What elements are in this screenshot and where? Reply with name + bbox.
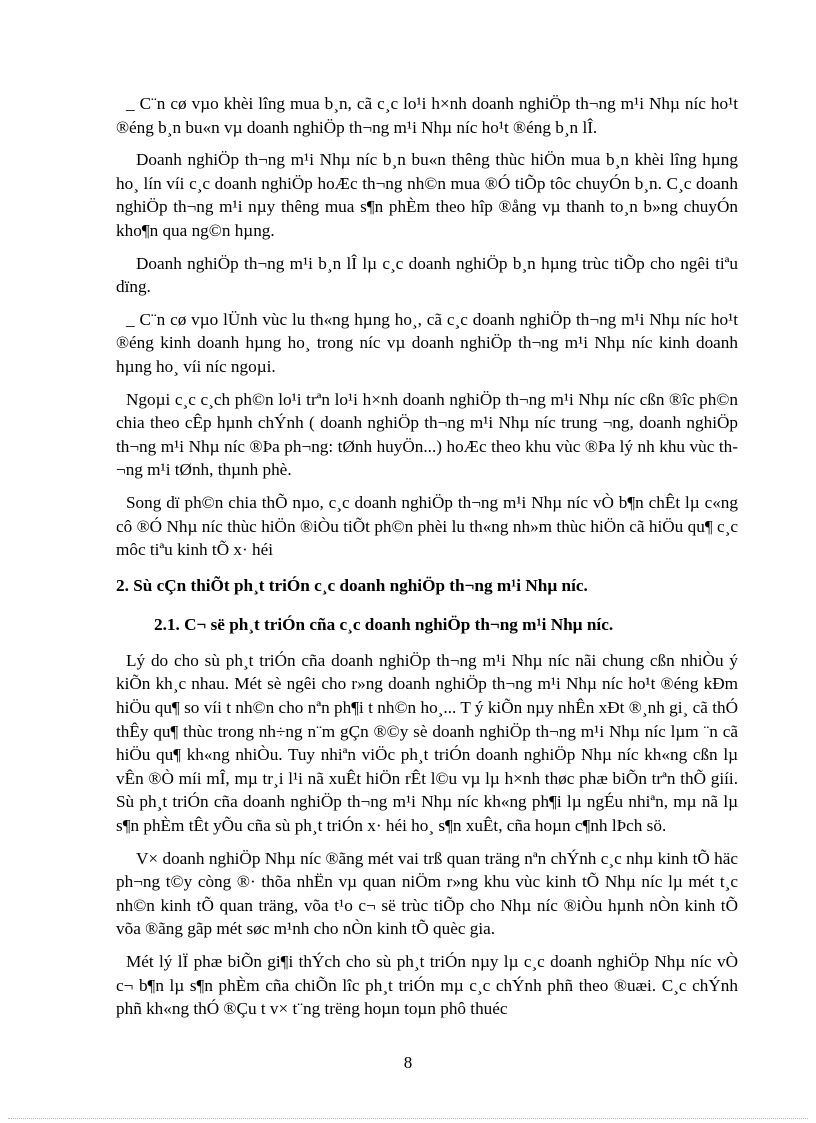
paragraph: Ngoµi c¸c c¸ch ph©n lo¹i trªn lo¹i h×nh doanh nghiÖp th¬ng m¹i Nhµ níc cßn ®îc ph©n chia theo cÊp hµnh chÝnh ( doanh nghiÖp th¬ng m¹i Nhµ níc trung ¬ng, doanh nghiÖp th¬ng m¹i Nhµ níc ®Þa ph¬ng: tØnh huyÖn...) hoÆc theo khu vùc ®Þa lý nh khu vùc th¬ng m¹i tØnh, thµnh phè. [116,389,738,480]
paragraph: Doanh nghiÖp th¬ng m¹i Nhµ níc b¸n bu«n thêng thùc hiÖn mua b¸n khèi lîng hµng ho¸ lín víi c¸c doanh nghiÖp hoÆc th¬ng nh©n mua ®Ó tiÕp tôc chuyÓn b¸n. C¸c doanh nghiÖp th¬ng m¹i nµy thêng mua s¶n phÈm theo hîp ®ång vµ thanh to¸n b»ng chuyÓn kho¶n qua ng©n hµng. [116,150,738,240]
page-bottom-divider [8,1118,808,1119]
subsection-heading: 2.1. C¬ së ph¸t triÓn cña c¸c doanh nghiÖp th¬ng m¹i Nhµ níc. [154,615,614,635]
paragraph: _ C¨n cø vµo khèi lîng mua b¸n, cã c¸c lo¹i h×nh doanh nghiÖp th¬ng m¹i Nhµ níc ho¹t ®éng b¸n bu«n vµ doanh nghiÖp th¬ng m¹i Nhµ níc ho¹t ®éng b¸n lÎ. [116,94,738,137]
paragraph: Song dï ph©n chia thÕ nµo, c¸c doanh nghiÖp th¬ng m¹i Nhµ níc vÒ b¶n chÊt lµ c«ng cô ®Ó Nhµ níc thùc hiÖn ®iÒu tiÕt ph©n phèi lu th«ng nh»m thùc hiÖn cã hiÖu qu¶ c¸c môc tiªu kinh tÕ x· héi [116,492,738,560]
page-number: 8 [403,1053,413,1072]
paragraph: _ C¨n cø vµo lÜnh vùc lu th«ng hµng ho¸, cã c¸c doanh nghiÖp th¬ng m¹i Nhµ níc ho¹t ®éng kinh doanh hµng ho¸ trong níc vµ doanh nghiÖp th¬ng m¹i Nhµ níc kinh doanh hµng ho¸ víi níc ngoµi. [116,309,738,376]
paragraph: Doanh nghiÖp th¬ng m¹i b¸n lÎ lµ c¸c doanh nghiÖp b¸n hµng trùc tiÕp cho ngêi tiªu dïng. [116,253,738,297]
paragraph: Lý do cho sù ph¸t triÓn cña doanh nghiÖp th¬ng m¹i Nhµ níc nãi chung cßn nhiÒu ý kiÕn kh¸c nhau. Mét sè ngêi cho r»ng doanh nghiÖp th¬ng m¹i Nhµ níc ho¹t ®éng kÐm hiÖu qu¶ so víi t nh©n cho nªn ph¶i t nh©n ho¸... T ý kiÕn nµy nhÊn xÐt ®¸nh gi¸ cã thÓ thÊy qu¶ thùc trong nh÷ng n¨m gÇn ®©y sè doanh nghiÖp th¬ng m¹i Nhµ níc lµm ¨n cã hiÖu qu¶ kh«ng nhiÒu. Tuy nhiªn viÖc ph¸t triÓn doanh nghiÖp Nhµ níc kh«ng cßn lµ vÊn ®Ò míi mÎ, mµ tr¸i l¹i nã xuÊt hiÖn rÊt l©u vµ lµ h×nh thøc phæ biÕn trªn thÕ giíi. Sù ph¸t triÓn cña doanh nghiÖp th¬ng m¹i Nhµ níc kh«ng ph¶i lµ ngÉu nhiªn, mµ nã lµ s¶n phÈm tÊt yÕu cña sù ph¸t triÓn x· héi ho¸ s¶n xuÊt, cña hoµn c¶nh lÞch sö. [116,650,738,836]
paragraph: Mét lý lÏ phæ biÕn gi¶i thÝch cho sù ph¸t triÓn nµy lµ c¸c doanh nghiÖp Nhµ níc vÒ c¬ b¶n lµ s¶n phÈm cña chiÕn lîc ph¸t triÓn mµ c¸c chÝnh phñ theo ®uæi. C¸c chÝnh phñ kh«ng thÓ ®Çu t v× t¨ng trëng hoµn toµn phô thuéc [116,952,738,1019]
page-body [116,92,738,1030]
paragraph: V× doanh nghiÖp Nhµ níc ®ãng mét vai trß quan träng nªn chÝnh c¸c nhµ kinh tÕ häc ph¬ng t©y còng ®· thõa nhËn vµ quan niÖm r»ng khu vùc kinh tÕ Nhµ níc lµ mét t¸c nh©n kinh tÕ quan träng, võa t¹o c¬ së trùc tiÕp cho Nhµ níc ®iÒu hµnh nÒn kinh tÕ võa ®ãng gãp mét søc m¹nh cho nÒn kinh tÕ quèc gia. [116,848,738,939]
section-heading: 2. Sù cÇn thiÕt ph¸t triÓn c¸c doanh nghiÖp th¬ng m¹i Nhµ níc. [116,575,588,595]
